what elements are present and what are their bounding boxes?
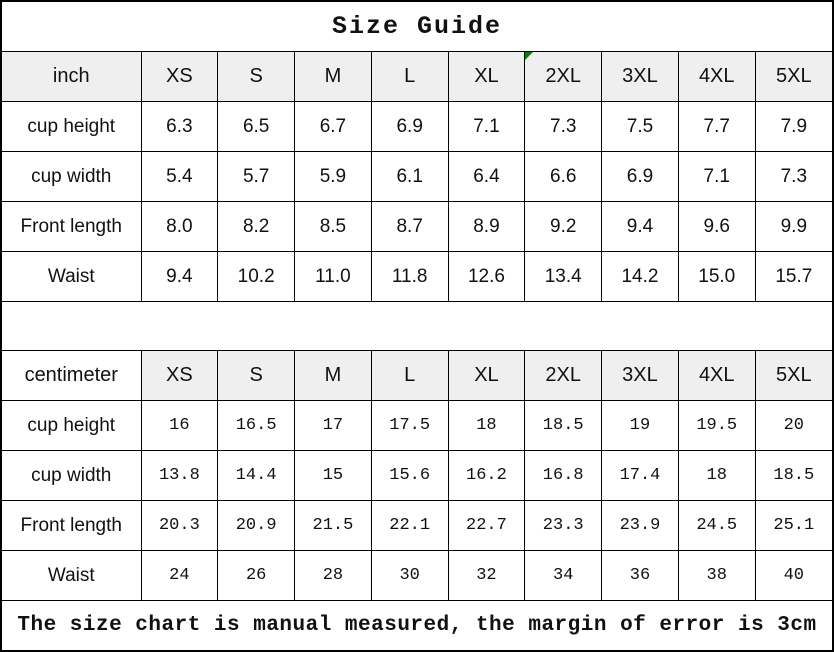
size-value-cell: 22.7 [448, 501, 525, 551]
size-value-cell: 13.4 [525, 252, 602, 302]
size-value-cell: 30 [371, 551, 448, 601]
size-value-cell: 6.5 [218, 102, 295, 152]
cm-size-table [2, 351, 832, 600]
size-header-cell: 2XL [525, 52, 602, 102]
size-value-cell: 11.0 [295, 252, 372, 302]
table-row [2, 551, 832, 601]
row-label: Front length [2, 202, 141, 252]
size-value-cell: 9.4 [602, 202, 679, 252]
table-row [2, 501, 832, 551]
page-title: Size Guide [2, 2, 832, 52]
size-value-cell: 40 [755, 551, 832, 601]
size-value-cell: 9.6 [678, 202, 755, 252]
size-value-cell: 18.5 [525, 401, 602, 451]
size-header-cell: 5XL [755, 351, 832, 401]
size-value-cell: 36 [602, 551, 679, 601]
size-header-row [2, 52, 832, 102]
size-value-cell: 20.3 [141, 501, 218, 551]
size-value-cell: 7.5 [602, 102, 679, 152]
size-value-cell: 20 [755, 401, 832, 451]
size-value-cell: 9.9 [755, 202, 832, 252]
size-header-cell: L [371, 351, 448, 401]
row-label: Waist [2, 252, 141, 302]
size-value-cell: 26 [218, 551, 295, 601]
size-value-cell: 8.2 [218, 202, 295, 252]
size-value-cell: 12.6 [448, 252, 525, 302]
measurement-note: The size chart is manual measured, the margin of error is 3cm [2, 600, 832, 650]
size-value-cell: 16.8 [525, 451, 602, 501]
size-value-cell: 18 [448, 401, 525, 451]
size-value-cell: 5.4 [141, 152, 218, 202]
size-value-cell: 17 [295, 401, 372, 451]
size-value-cell: 7.1 [448, 102, 525, 152]
size-header-cell: 3XL [602, 351, 679, 401]
size-value-cell: 8.5 [295, 202, 372, 252]
size-value-cell: 8.9 [448, 202, 525, 252]
size-value-cell: 18 [678, 451, 755, 501]
size-value-cell: 9.4 [141, 252, 218, 302]
size-value-cell: 7.3 [755, 152, 832, 202]
size-value-cell: 22.1 [371, 501, 448, 551]
size-value-cell: 14.2 [602, 252, 679, 302]
row-label: cup width [2, 152, 141, 202]
size-value-cell: 28 [295, 551, 372, 601]
size-header-row [2, 351, 832, 401]
size-value-cell: 7.1 [678, 152, 755, 202]
size-value-cell: 16.2 [448, 451, 525, 501]
size-value-cell: 32 [448, 551, 525, 601]
row-label: cup height [2, 401, 141, 451]
size-value-cell: 24.5 [678, 501, 755, 551]
size-header-cell: M [295, 52, 372, 102]
size-header-cell: L [371, 52, 448, 102]
size-value-cell: 5.7 [218, 152, 295, 202]
size-value-cell: 11.8 [371, 252, 448, 302]
size-value-cell: 7.3 [525, 102, 602, 152]
size-value-cell: 15 [295, 451, 372, 501]
size-value-cell: 20.9 [218, 501, 295, 551]
row-label: Waist [2, 551, 141, 601]
size-value-cell: 23.9 [602, 501, 679, 551]
size-value-cell: 8.7 [371, 202, 448, 252]
row-label: cup width [2, 451, 141, 501]
table-row [2, 202, 832, 252]
size-header-cell: 4XL [678, 52, 755, 102]
size-value-cell: 6.6 [525, 152, 602, 202]
size-value-cell: 15.6 [371, 451, 448, 501]
size-value-cell: 7.7 [678, 102, 755, 152]
inch-size-table [2, 52, 832, 301]
cell-error-marker-icon [525, 52, 533, 60]
row-label: Front length [2, 501, 141, 551]
unit-label: inch [2, 52, 141, 102]
size-value-cell: 6.1 [371, 152, 448, 202]
size-header-cell: S [218, 351, 295, 401]
row-label: cup height [2, 102, 141, 152]
size-value-cell: 13.8 [141, 451, 218, 501]
size-value-cell: 15.7 [755, 252, 832, 302]
size-value-cell: 6.7 [295, 102, 372, 152]
size-header-cell: M [295, 351, 372, 401]
size-header-cell: XL [448, 351, 525, 401]
size-header-cell: 5XL [755, 52, 832, 102]
size-header-cell: 3XL [602, 52, 679, 102]
size-value-cell: 19.5 [678, 401, 755, 451]
size-value-cell: 6.9 [371, 102, 448, 152]
size-value-cell: 6.3 [141, 102, 218, 152]
size-header-cell: S [218, 52, 295, 102]
size-value-cell: 16 [141, 401, 218, 451]
size-value-cell: 6.9 [602, 152, 679, 202]
size-value-cell: 9.2 [525, 202, 602, 252]
table-row [2, 102, 832, 152]
size-header-cell: XL [448, 52, 525, 102]
size-value-cell: 24 [141, 551, 218, 601]
size-value-cell: 16.5 [218, 401, 295, 451]
size-value-cell: 34 [525, 551, 602, 601]
table-row [2, 451, 832, 501]
size-value-cell: 17.4 [602, 451, 679, 501]
size-value-cell: 17.5 [371, 401, 448, 451]
table-row [2, 152, 832, 202]
size-value-cell: 10.2 [218, 252, 295, 302]
size-value-cell: 25.1 [755, 501, 832, 551]
spacer-row [2, 301, 832, 351]
size-header-cell: XS [141, 52, 218, 102]
size-value-cell: 5.9 [295, 152, 372, 202]
size-header-cell: 2XL [525, 351, 602, 401]
size-value-cell: 18.5 [755, 451, 832, 501]
table-row [2, 252, 832, 302]
unit-label: centimeter [2, 351, 141, 401]
size-value-cell: 38 [678, 551, 755, 601]
size-value-cell: 6.4 [448, 152, 525, 202]
size-value-cell: 14.4 [218, 451, 295, 501]
size-value-cell: 23.3 [525, 501, 602, 551]
size-value-cell: 7.9 [755, 102, 832, 152]
size-value-cell: 19 [602, 401, 679, 451]
size-header-cell: XS [141, 351, 218, 401]
size-value-cell: 15.0 [678, 252, 755, 302]
size-value-cell: 21.5 [295, 501, 372, 551]
table-row [2, 401, 832, 451]
size-header-cell: 4XL [678, 351, 755, 401]
size-value-cell: 8.0 [141, 202, 218, 252]
